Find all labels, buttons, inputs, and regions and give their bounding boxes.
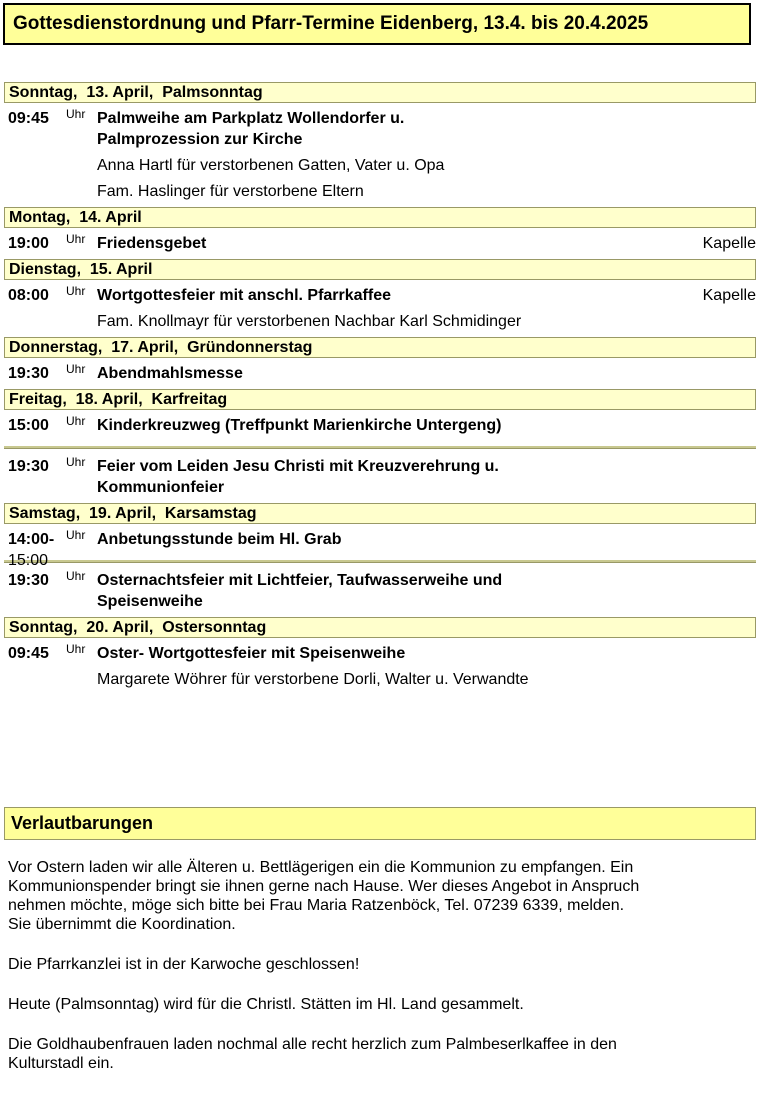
uhr-label: Uhr xyxy=(66,455,86,469)
entry-title-line: Osternachtsfeier mit Lichtfeier, Taufwasserweihe und xyxy=(97,572,503,589)
entry-title xyxy=(97,285,756,306)
uhr-label: Uhr xyxy=(66,107,86,121)
entry-time xyxy=(8,108,68,129)
entry-body xyxy=(97,456,756,498)
schedule-entry xyxy=(4,285,756,332)
entry-title xyxy=(97,233,756,254)
entry-title xyxy=(97,529,756,550)
announcement-line: Die Goldhaubenfrauen laden nochmal alle recht herzlich zum Palmbeserlkaffee in den xyxy=(8,1036,617,1053)
entry-title-line: Kommunionfeier xyxy=(97,479,225,496)
entry-time xyxy=(8,570,68,591)
announcement-line: nehmen möchte, möge sich bitte bei Frau Maria Ratzenböck, Tel. 07239 6339, melden. xyxy=(8,897,625,914)
entry-body xyxy=(97,529,756,550)
entry-time-start: 19:30 xyxy=(8,365,49,382)
entry-time-start: 14:00- xyxy=(8,531,55,548)
entry-time-start: 19:30 xyxy=(8,458,49,475)
entry-time-end: 15:00 xyxy=(8,552,49,569)
uhr-label: Uhr xyxy=(66,642,86,656)
entry-title xyxy=(97,456,756,498)
entry-location: Kapelle xyxy=(702,235,756,252)
announcement-line: Die Pfarrkanzlei ist in der Karwoche geschlossen! xyxy=(8,956,360,973)
entry-title xyxy=(97,108,756,150)
entry-time xyxy=(8,363,68,384)
announcement-line: Vor Ostern laden wir alle Älteren u. Bettlägerigen ein die Kommunion zu empfangen. Ein xyxy=(8,859,634,876)
schedule-entry xyxy=(4,415,756,436)
uhr-label: Uhr xyxy=(66,569,86,583)
uhr-label: Uhr xyxy=(66,414,86,428)
spacer xyxy=(4,436,756,441)
day-header: Dienstag, 15. April xyxy=(4,259,756,280)
entry-time xyxy=(8,456,68,477)
entry-body xyxy=(97,233,756,254)
entry-body xyxy=(97,108,756,202)
spacer xyxy=(4,690,756,695)
schedule-entry xyxy=(4,528,756,569)
schedule-entry xyxy=(4,456,756,498)
schedule-entry xyxy=(4,643,756,690)
entry-divider xyxy=(4,446,756,449)
entry-body xyxy=(97,363,756,384)
entry-title-line: Abendmahlsmesse xyxy=(97,365,243,382)
entry-title-line: Wortgottesfeier mit anschl. Pfarrkaffee xyxy=(97,287,392,304)
announcement-line: Kommunionspender bringt sie ihnen gerne nach Hause. Wer dieses Angebot in Anspruch xyxy=(8,878,640,895)
entry-time-start: 09:45 xyxy=(8,110,49,127)
entry-divider xyxy=(4,560,756,563)
schedule-entry xyxy=(4,570,756,612)
mass-intention: Margarete Wöhrer für verstorbene Dorli, Walter u. Verwandte xyxy=(97,671,529,688)
entry-time xyxy=(8,643,68,664)
announcement-paragraph xyxy=(8,1035,753,1073)
announcement-line: Kulturstadl ein. xyxy=(8,1055,114,1072)
entry-title-line: Anbetungsstunde beim Hl. Grab xyxy=(97,531,342,548)
entry-time-start: 09:45 xyxy=(8,645,49,662)
schedule-entry xyxy=(4,363,756,384)
announcement-paragraph xyxy=(8,995,753,1014)
entry-body xyxy=(97,570,756,612)
entry-body xyxy=(97,285,756,332)
day-header: Samstag, 19. April, Karsamstag xyxy=(4,503,756,524)
announcement-paragraph xyxy=(8,955,753,974)
entry-body xyxy=(97,415,756,436)
entry-title-line: Palmweihe am Parkplatz Wollendorfer u. xyxy=(97,110,405,127)
mass-intention: Fam. Haslinger für verstorbene Eltern xyxy=(97,183,364,200)
announcement-paragraph xyxy=(8,858,753,934)
uhr-label: Uhr xyxy=(66,362,86,376)
entry-time-start: 19:00 xyxy=(8,235,49,252)
entry-title-line: Oster- Wortgottesfeier mit Speisenweihe xyxy=(97,645,406,662)
day-header: Donnerstag, 17. April, Gründonnerstag xyxy=(4,337,756,358)
announcements-header: Verlautbarungen xyxy=(4,807,756,840)
mass-intention: Fam. Knollmayr für verstorbenen Nachbar Karl Schmidinger xyxy=(97,313,522,330)
day-header: Sonntag, 20. April, Ostersonntag xyxy=(4,617,756,638)
entry-time-start: 19:30 xyxy=(8,572,49,589)
entry-title-line: Feier vom Leiden Jesu Christi mit Kreuzverehrung u. xyxy=(97,458,499,475)
entry-time-start: 08:00 xyxy=(8,287,49,304)
schedule-entry xyxy=(4,108,756,202)
day-header: Montag, 14. April xyxy=(4,207,756,228)
entry-title-line: Friedensgebet xyxy=(97,235,207,252)
schedule-entry xyxy=(4,233,756,254)
uhr-label: Uhr xyxy=(66,284,86,298)
entry-time-start: 15:00 xyxy=(8,417,49,434)
mass-intention: Anna Hartl für verstorbenen Gatten, Vater u. Opa xyxy=(97,157,445,174)
page-title: Gottesdienstordnung und Pfarr-Termine Eidenberg, 13.4. bis 20.4.2025 xyxy=(3,3,751,45)
entry-time xyxy=(8,415,68,436)
entry-body xyxy=(97,643,756,690)
entry-time xyxy=(8,529,68,571)
spacer xyxy=(4,550,756,555)
announcement-line: Sie übernimmt die Koordination. xyxy=(8,916,236,933)
announcements-list xyxy=(8,858,753,1094)
entry-title xyxy=(97,415,756,436)
day-header: Freitag, 18. April, Karfreitag xyxy=(4,389,756,410)
entry-title-line: Palmprozession zur Kirche xyxy=(97,131,303,148)
entry-title-line: Speisenweihe xyxy=(97,593,203,610)
schedule xyxy=(4,82,756,695)
entry-title xyxy=(97,363,756,384)
entry-title xyxy=(97,643,756,664)
entry-title xyxy=(97,570,756,612)
entry-location: Kapelle xyxy=(702,287,756,304)
entry-time xyxy=(8,233,68,254)
announcement-line: Heute (Palmsonntag) wird für die Christl. Stätten im Hl. Land gesammelt. xyxy=(8,996,524,1013)
uhr-label: Uhr xyxy=(66,528,86,542)
entry-title-line: Kinderkreuzweg (Treffpunkt Marienkirche Untergeng) xyxy=(97,417,502,434)
entry-time xyxy=(8,285,68,306)
day-header: Sonntag, 13. April, Palmsonntag xyxy=(4,82,756,103)
uhr-label: Uhr xyxy=(66,232,86,246)
